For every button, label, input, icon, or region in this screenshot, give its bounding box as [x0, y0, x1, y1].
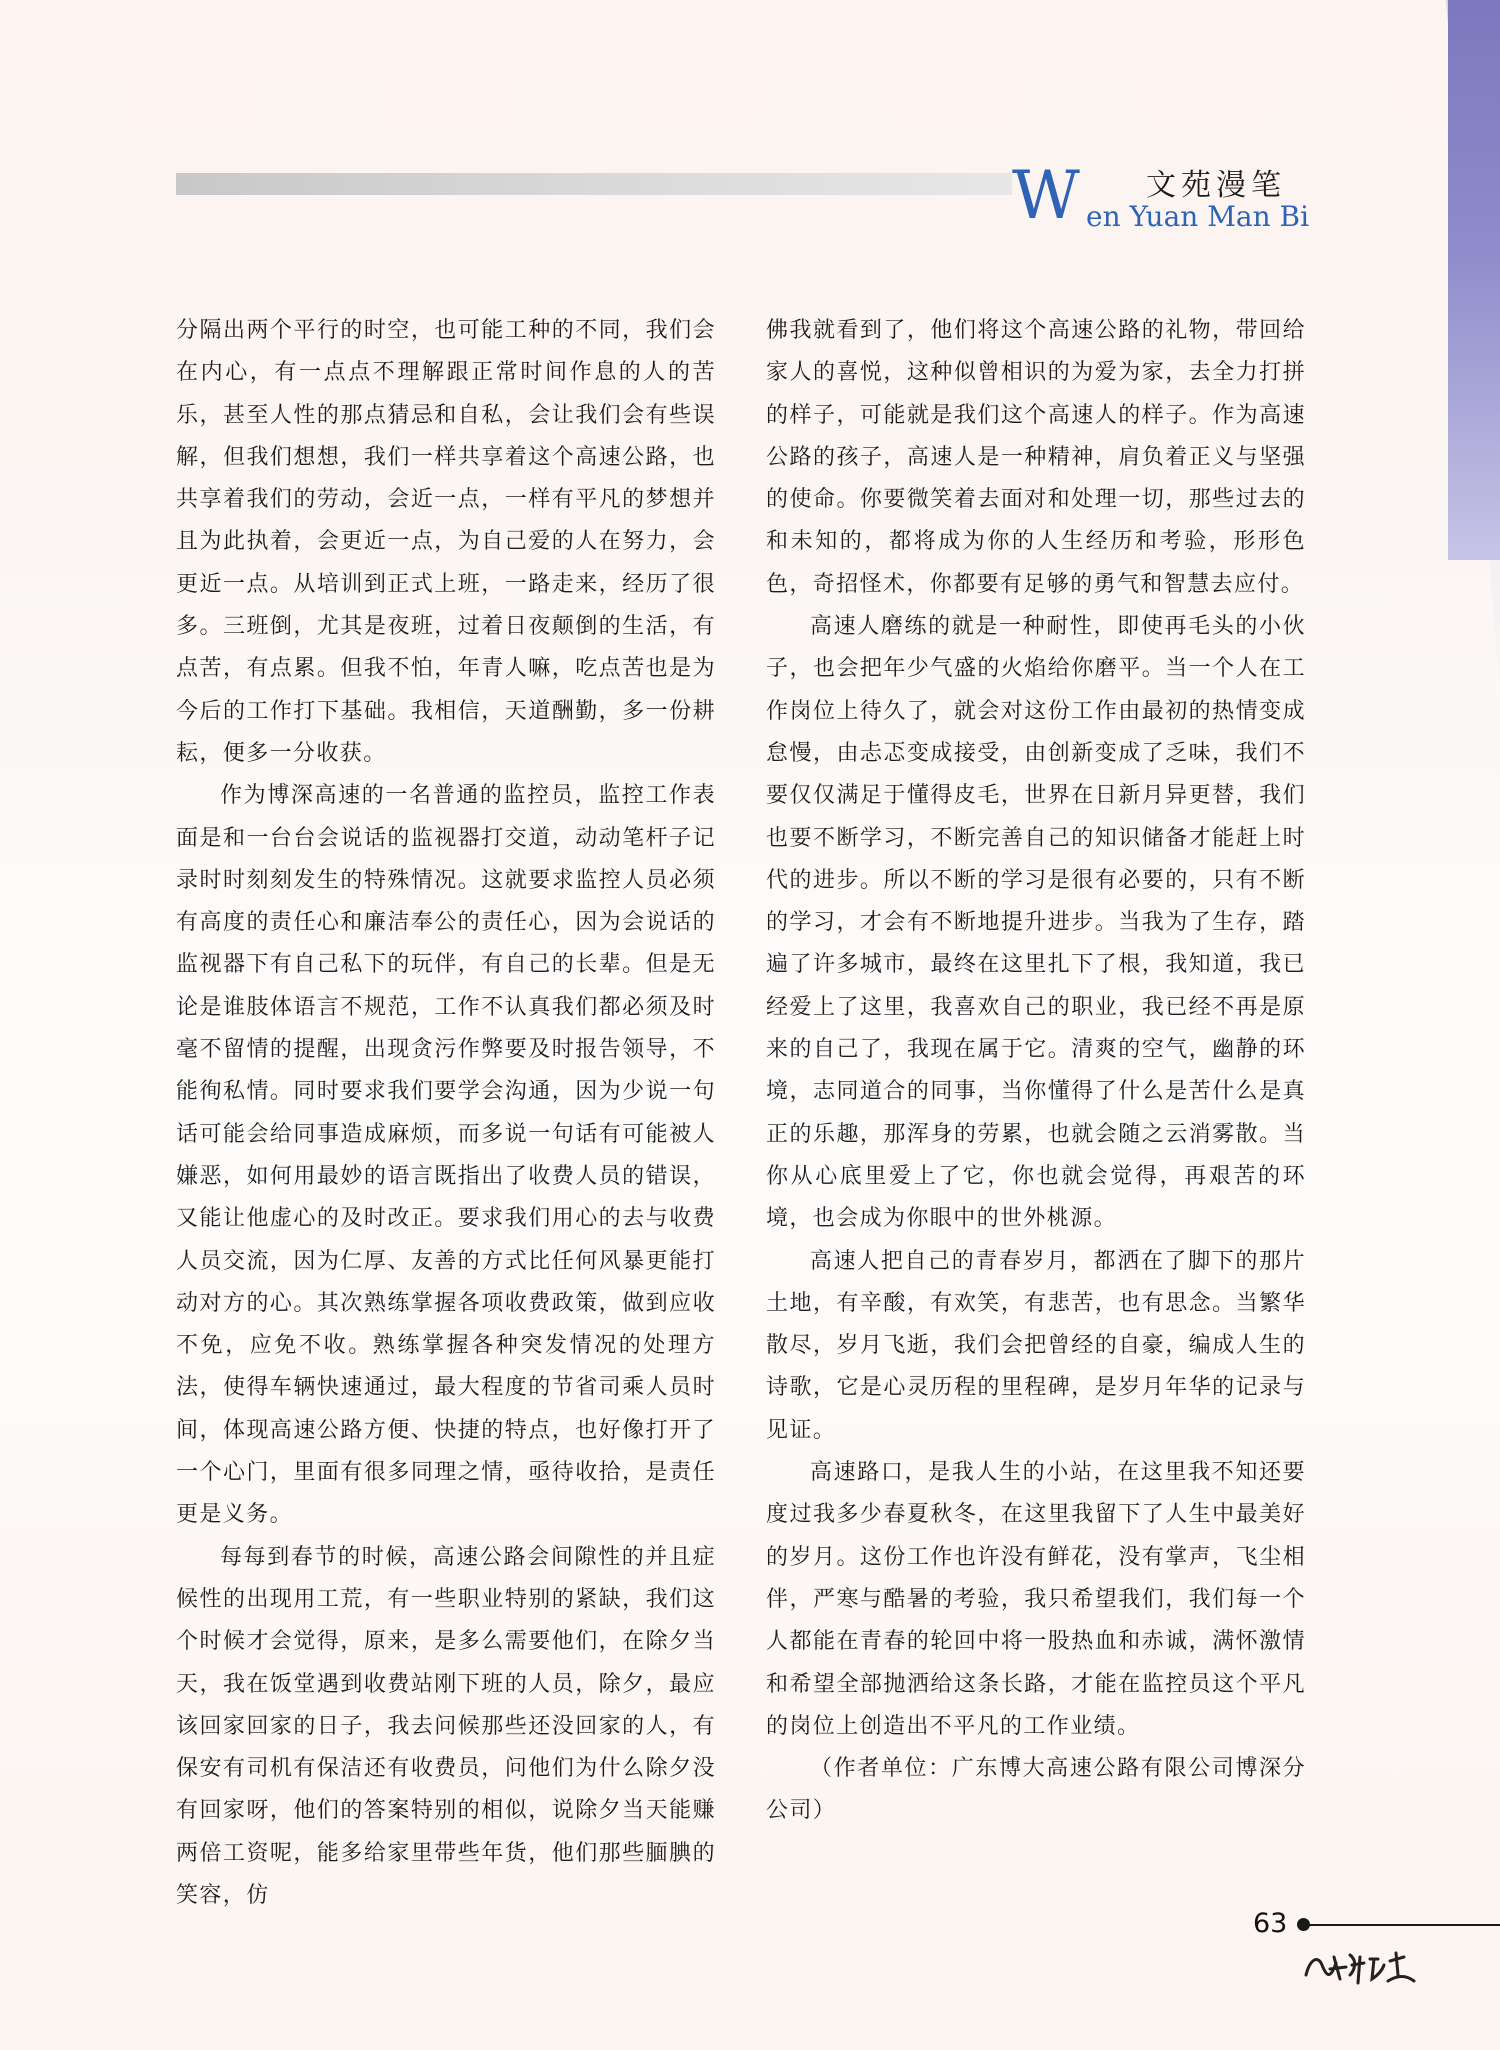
article-paragraph: 作为博深高速的一名普通的监控员，监控工作表面是和一台台会说话的监视器打交道，动动笔杆子记录时时刻刻发生的特殊情况。这就要求监控人员必须有高度的责任心和廉洁奉公的责任心，因为会说话的监视器下有自己私下的玩伴，有自己的长辈。但是无论是谁肢体语言不规范，工作不认真我们都必须及时毫不留情的提醒，出现贪污作弊要及时报告领导，不能徇私情。同时要求我们要学会沟通，因为少说一句话可能会给同事造成麻烦，而多说一句话有可能被人嫌恶，如何用最妙的语言既指出了收费人员的错误，又能让他虚心的及时改正。要求我们用心的去与收费人员交流，因为仁厚、友善的方式比任何风暴更能打动对方的心。其次熟练掌握各项收费政策，做到应收不免，应免不收。熟练掌握各种突发情况的处理方法，使得车辆快速通过，最大程度的节省司乘人员时间，体现高速公路方便、快捷的特点，也好像打开了一个心门，里面有很多同理之情，亟待收拾，是责任更是义务。 — [176, 783, 716, 1528]
page-number: 63 — [1253, 1908, 1288, 1939]
article-paragraph: 佛我就看到了，他们将这个高速公路的礼物，带回给家人的喜悦，这种似曾相识的为爱为家，去全力打拼的样子，可能就是我们这个高速人的样子。作为高速公路的孩子，高速人是一种精神，肩负着正义与坚强的使命。你要微笑着去面对和处理一切，那些过去的和未知的，都将成为你的人生经历和考验，形形色色，奇招怪术，你都要有足够的勇气和智慧去应付。 — [766, 318, 1306, 597]
article-left-column — [176, 310, 716, 1917]
decorative-purple-band — [1448, 0, 1500, 560]
header-gray-bar — [176, 173, 1012, 195]
article-paragraph: 高速路口，是我人生的小站，在这里我不知还要度过我多少春夏秋冬，在这里我留下了人生中最美好的岁月。这份工作也许没有鲜花，没有掌声，飞尘相伴，严寒与酷暑的考验，我只希望我们，我们每一个人都能在青春的轮回中将一股热血和赤诚，满怀激情和希望全部抛洒给这条长路，才能在监控员这个平凡的岗位上创造出不平凡的工作业绩。 — [766, 1460, 1306, 1739]
article-paragraph: 分隔出两个平行的时空，也可能工种的不同，我们会在内心，有一点点不理解跟正常时间作息的人的苦乐，甚至人性的那点猜忌和自私，会让我们会有些误解，但我们想想，我们一样共享着这个高速公路，也共享着我们的劳动，会近一点，一样有平凡的梦想并且为此执着，会更近一点，为自己爱的人在努力，会更近一点。从培训到正式上班，一路走来，经历了很多。三班倒，尤其是夜班，过着日夜颠倒的生活，有点苦，有点累。但我不怕，年青人嘛，吃点苦也是为今后的工作打下基础。我相信，天道酬勤，多一份耕耘，便多一分收获。 — [176, 318, 716, 766]
section-initial-letter: W — [1012, 157, 1080, 234]
section-title-chinese: 文苑漫笔 — [1146, 168, 1286, 203]
article-paragraph: 高速人磨练的就是一种耐性，即使再毛头的小伙子，也会把年少气盛的火焰给你磨平。当一个人在工作岗位上待久了，就会对这份工作由最初的热情变成怠慢，由忐忑变成接受，由创新变成了乏味，我们不要仅仅满足于懂得皮毛，世界在日新月异更替，我们也要不断学习，不断完善自己的知识储备才能赶上时代的进步。所以不断的学习是很有必要的，只有不断的学习，才会有不断地提升进步。当我为了生存，踏遍了许多城市，最终在这里扎下了根，我知道，我已经爱上了这里，我喜欢自己的职业，我已经不再是原来的自己了，我现在属于它。清爽的空气，幽静的环境，志同道合的同事，当你懂得了什么是苦什么是真正的乐趣，那浑身的劳累，也就会随之云消雾散。当你从心底里爱上了它，你也就会觉得，再艰苦的环境，也会成为你眼中的世外桃源。 — [766, 614, 1306, 1232]
section-title-pinyin: en Yuan Man Bi — [1086, 200, 1310, 233]
author-affiliation: （作者单位：广东博大高速公路有限公司博深分公司） — [766, 1756, 1306, 1824]
magazine-logo — [1300, 1945, 1418, 1991]
footer-rule — [1303, 1924, 1500, 1926]
article-paragraph: 每每到春节的时候，高速公路会间隙性的并且症候性的出现用工荒，有一些职业特别的紧缺，我们这个时候才会觉得，原来，是多么需要他们，在除夕当天，我在饭堂遇到收费站刚下班的人员，除夕，最应该回家回家的日子，我去问候那些还没回家的人，有保安有司机有保洁还有收费员，问他们为什么除夕没有回家呀，他们的答案特别的相似，说除夕当天能赚两倍工资呢，能多给家里带些年货，他们那些腼腆的笑容，仿 — [176, 1544, 716, 1908]
article-right-column — [766, 310, 1306, 1833]
section-header — [1012, 157, 1322, 240]
article-paragraph: 高速人把自己的青春岁月，都洒在了脚下的那片土地，有辛酸，有欢笑，有悲苦，也有思念。当繁华散尽，岁月飞逝，我们会把曾经的自豪，编成人生的诗歌，它是心灵历程的里程碑，是岁月年华的记录与见证。 — [766, 1248, 1306, 1443]
